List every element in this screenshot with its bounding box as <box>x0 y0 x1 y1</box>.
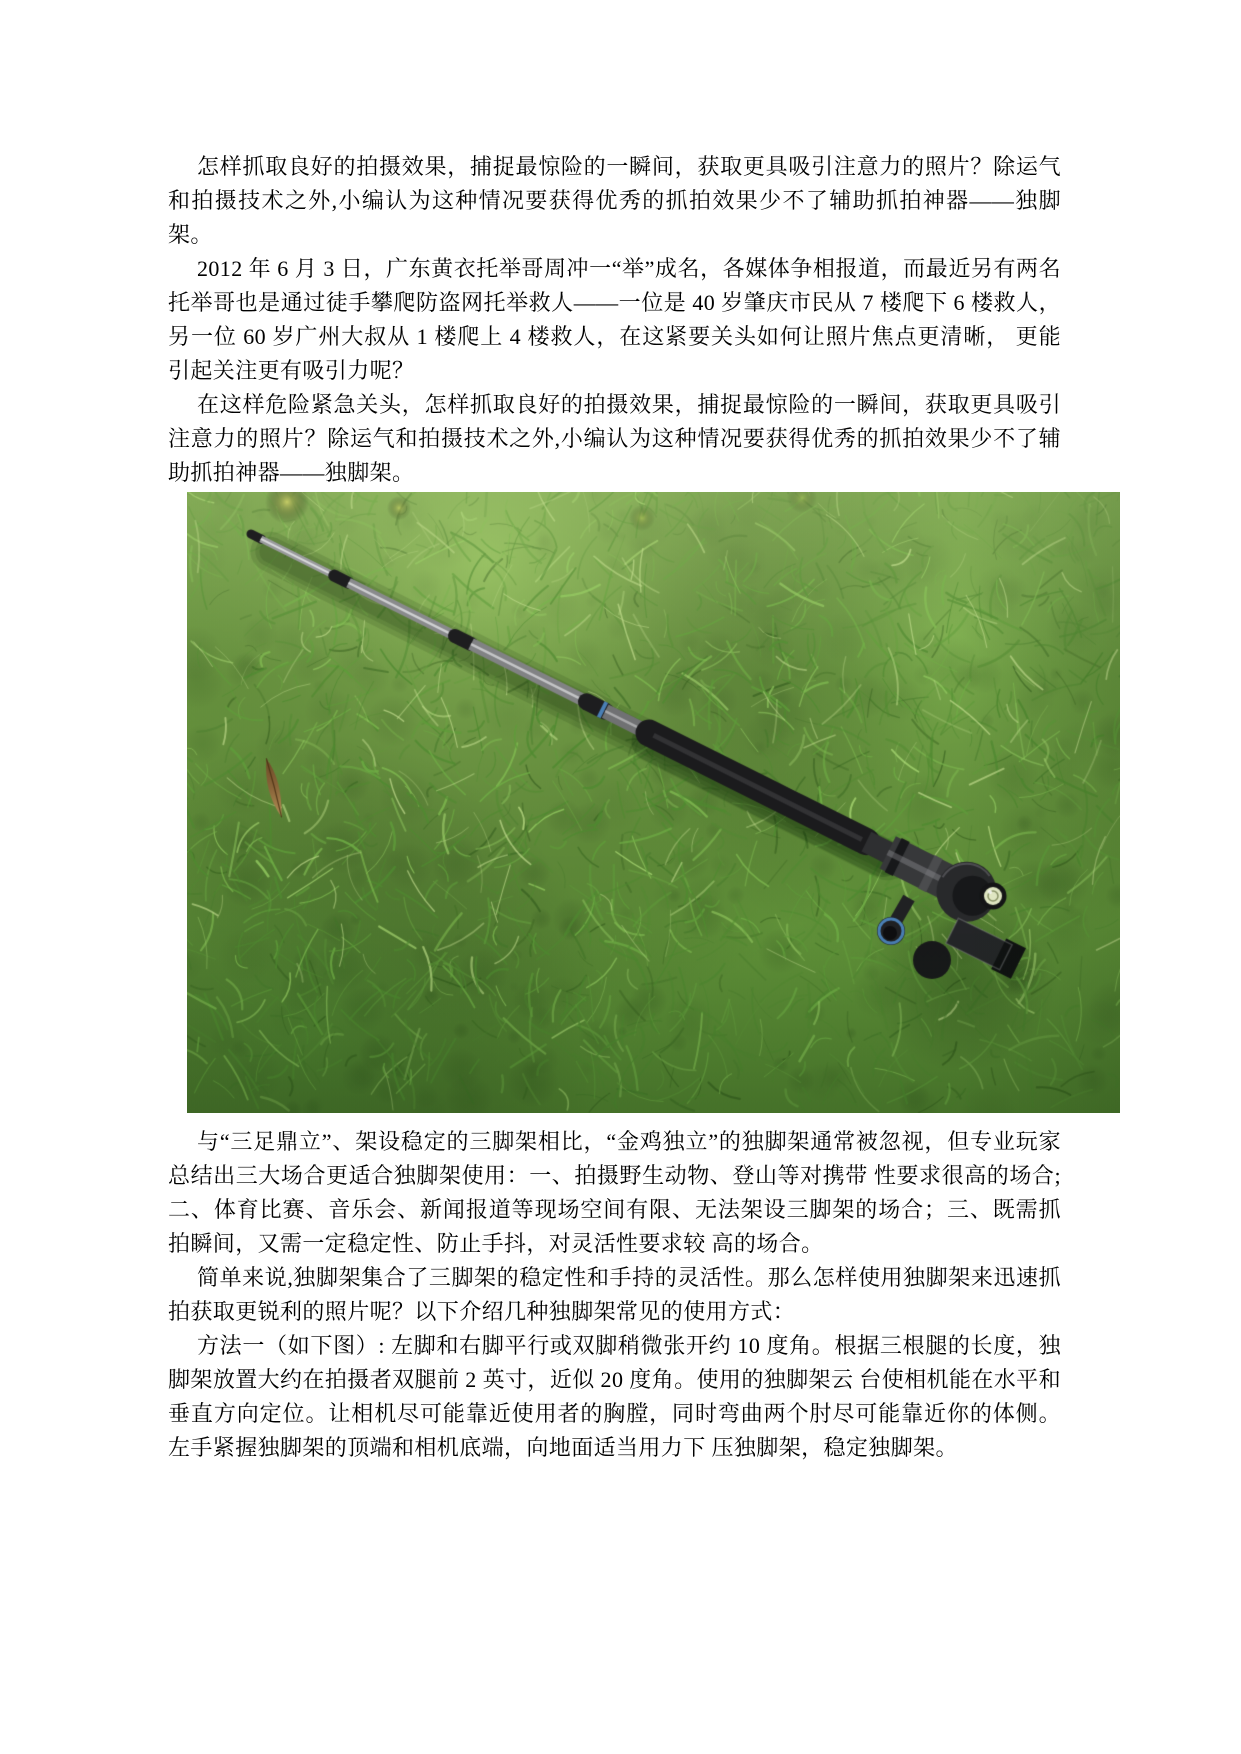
paragraph-5: 简单来说,独脚架集合了三脚架的稳定性和手持的灵活性。那么怎样使用独脚架来迅速抓拍获取更锐利的照片呢？以下介绍几种独脚架常见的使用方式： <box>168 1265 1061 1324</box>
monopod-photo <box>187 492 1120 1113</box>
paragraph-4: 与“三足鼎立”、架设稳定的三脚架相比，“金鸡独立”的独脚架通常被忽视，但专业玩家总结出三大场合更适合独脚架使用：一、拍摄野生动物、登山等对携带 性要求很高的场合; 二、体育比赛、音乐会、新闻报道等现场空间有限、无法架设三脚架的场合；三、既需抓拍瞬间，又需一定稳定性、防止手抖，对灵活性要求较 高的场合。 <box>168 1129 1061 1256</box>
paragraph-1: 怎样抓取良好的拍摄效果，捕捉最惊险的一瞬间，获取更具吸引注意力的照片？除运气和拍摄技术之外,小编认为这种情况要获得优秀的抓拍效果少不了辅助抓拍神器——独脚架。 <box>168 154 1061 247</box>
paragraph-6: 方法一（如下图）: 左脚和右脚平行或双脚稍微张开约 10 度角。根据三根腿的长度，独脚架放置大约在拍摄者双腿前 2 英寸，近似 20 度角。使用的独脚架云 台使相机能在水平和垂直方向定位。让相机尽可能靠近使用者的胸膛，同时弯曲两个肘尽可能靠近你的体侧。左手紧握独脚架的顶端和相机底端，向地面适当用力下 压独脚架，稳定独脚架。 <box>168 1333 1061 1460</box>
paragraph-3: 在这样危险紧急关头，怎样抓取良好的拍摄效果，捕捉最惊险的一瞬间，获取更具吸引注意力的照片？除运气和拍摄技术之外,小编认为这种情况要获得优秀的抓拍效果少不了辅助抓拍神器——独脚架。 <box>168 392 1061 485</box>
paragraph-2: 2012 年 6 月 3 日，广东黄衣托举哥周冲一“举”成名，各媒体争相报道，而最近另有两名托举哥也是通过徒手攀爬防盗网托举救人——一位是 40 岁肇庆市民从 7 楼爬下 6 楼救人， 另一位 60 岁广州大叔从 1 楼爬上 4 楼救人，在这紧要关头如何让照片焦点更清晰， 更能引起关注更有吸引力呢？ <box>168 256 1061 383</box>
article-body <box>168 150 1061 1465</box>
monopod-photo-canvas <box>187 492 1120 1113</box>
